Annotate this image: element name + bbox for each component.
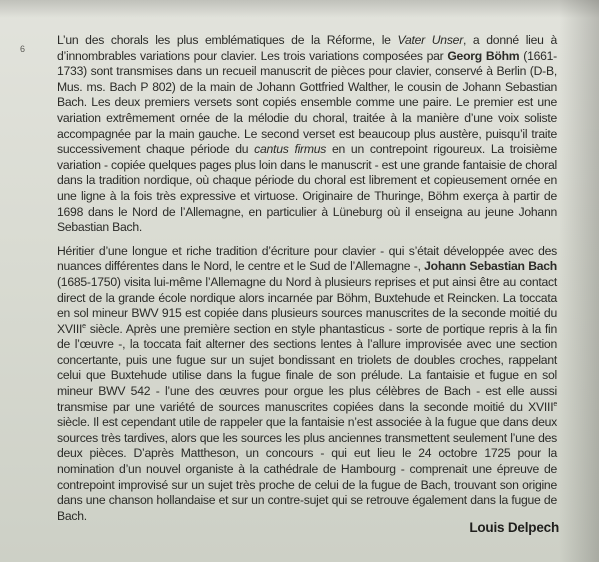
text-run: (1685-1750) visita lui-même l’Allemagne du Nord à plusieurs reprises et put ainsi être au contact direct de la grande école nordique alors incarnée par Böhm, Buxtehude et Reincken. La toccata en sol mineur BWV 915 est copiée dans plusieurs sources manuscrites de la seconde moitié du XVIII: [57, 274, 557, 336]
text-run: Héritier d’une longue et riche tradition d’écriture pour clavier - qui s’était développée avec des nuances différentes dans le Nord, le centre et le Sud de l’Allemagne -,: [57, 243, 557, 274]
text-run: (1661-1733) sont transmises dans un recueil manuscrit de pièces pour clavier, conservé à Berlin (D-B, Mus. ms. Bach P 802) de la main de Johann Gottfried Walther, le cousin de Johann Sebastian Bach. Les deux premiers versets sont copiés ensemble comme une paire. Le premier est une variation extrêmement ornée de la mélodie du choral, traitée à la manière d’une voix soliste accompagnée par la main gauche. Le second verset est beaucoup plus austère, puisqu’il traite successivement chaque période du: [57, 48, 557, 157]
page-shadow-top: [0, 0, 599, 18]
text-run: , a donné lieu à d’innombrables variations pour clavier. Les trois variations composées par: [57, 33, 557, 63]
text-run: e: [82, 322, 86, 330]
text-run: Johann Sebastian Bach: [424, 259, 557, 274]
text-run: siècle. Après une première section en style phantasticus - sorte de portique repris à la fin de l’œuvre -, la toccata fait alterner des sections lentes à l’allure improvisée avec une section concertante, puis une fugue sur un sujet bondissant en triolets de doubles croches, rappelant celui que Buxtehude utilise dans la fugue finale de son prélude. La fantaisie et fugue en sol mineur BWV 542 - l’une des œuvres pour orgue les plus célèbres de Bach - est elle aussi transmise par une variété de sources manuscrites copiées dans la seconde moitié du XVIII: [57, 321, 557, 414]
text-run: en un contrepoint rigoureux. La troisième variation - copiée quelques pages plus loin dans le manuscrit - est une grande fantaisie de choral dans la tradition nordique, où chaque période du choral est librement et copieusement ornée en une ligne à la fois très expressive et virtuose. Originaire de Thuringe, Böhm exerça à partir de 1698 dans le Nord de l’Allemagne, en particulier à Lüneburg où il enseigna au jeune Johann Sebastian Bach.: [57, 142, 557, 235]
page-shadow-right: [559, 0, 599, 562]
text-run: L’un des chorals les plus emblématiques de la Réforme, le: [57, 33, 398, 47]
author-signature: Louis Delpech: [469, 520, 559, 535]
text-run: e: [553, 400, 557, 408]
text-run: siècle. Il est cependant utile de rappeler que la fantaisie n’est associée à la fugue que dans deux sources très tardives, alors que les sources les plus anciennes transmettent seulement l’une des deux pièces. D’après Mattheson, un concours - qui eut lieu le 24 octobre 1725 pour la nomination d’un nouvel organiste à la cathédrale de Hambourg - comprenait une épreuve de contrepoint improvisé sur un sujet très proche de celui de la fugue de Bach, trouvant son origine dans une chanson hollandaise et sur un contre-sujet qui se retrouve également dans la fugue de Bach.: [57, 415, 557, 523]
text-run: Georg Böhm: [447, 48, 520, 63]
text-run: cantus firmus: [254, 142, 327, 157]
page-number: 6: [20, 44, 26, 54]
paragraph-2: [57, 244, 557, 525]
article-body: [57, 33, 557, 524]
text-run: Vater Unser: [397, 33, 463, 47]
paragraph-1: [57, 33, 557, 236]
